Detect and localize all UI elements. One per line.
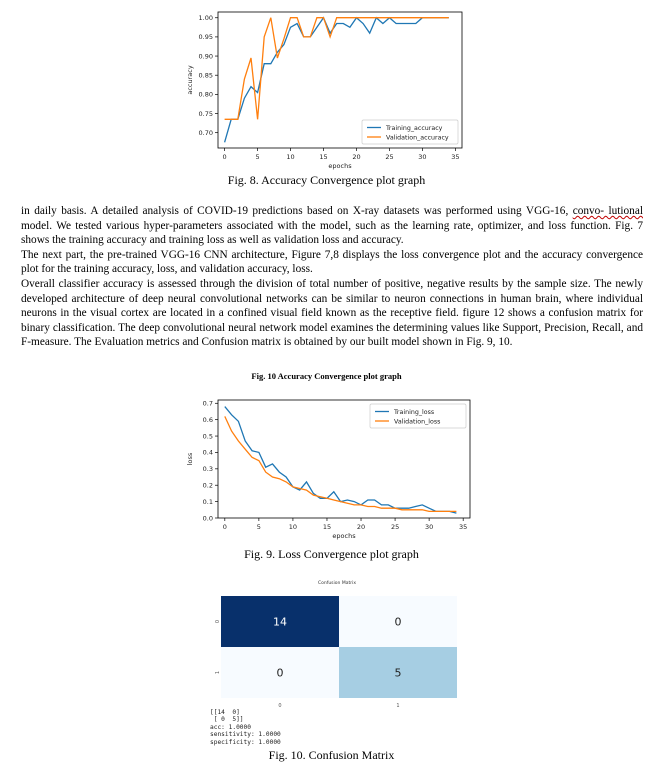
- x-tick-label: 25: [390, 523, 400, 531]
- y-tick-label: 0.0: [202, 514, 213, 523]
- confusion-title: Confusion Matrix: [318, 581, 356, 586]
- confusion-matrix-chart: [200, 577, 470, 712]
- row-label: 0: [215, 619, 221, 624]
- body-text: [21, 204, 643, 350]
- y-tick-label: 0.80: [198, 90, 213, 99]
- paragraph-1: [21, 204, 643, 248]
- spellcheck-word: convo- lutional: [572, 205, 643, 217]
- confusion-caption: Fig. 10. Confusion Matrix: [268, 748, 395, 762]
- console-line: specificity: 1.0000: [210, 738, 281, 746]
- col-label: 1: [396, 703, 400, 709]
- cell-value: 0: [394, 615, 402, 629]
- confusion-console-output: [210, 709, 281, 746]
- y-tick-label: 0.1: [202, 497, 213, 506]
- y-tick-label: 0.3: [202, 465, 213, 474]
- x-tick-label: 35: [451, 153, 460, 161]
- x-tick-label: 0: [222, 153, 227, 161]
- x-tick-label: 25: [385, 153, 394, 161]
- legend-label-2: Validation_loss: [394, 418, 441, 426]
- x-tick-label: 15: [322, 523, 332, 531]
- console-line: [ 0 5]]: [210, 716, 244, 724]
- y-tick-label: 0.7: [202, 399, 213, 408]
- legend-label-1: Training_accuracy: [386, 124, 443, 132]
- loss-figure-title: Fig. 10 Accuracy Convergence plot graph: [251, 371, 402, 381]
- y-tick-label: 0.5: [202, 432, 213, 441]
- legend-label-1: Training_loss: [394, 408, 435, 416]
- console-line: acc: 1.0000: [210, 723, 251, 731]
- y-tick-label: 0.2: [202, 481, 213, 490]
- x-tick-label: 15: [319, 153, 328, 161]
- console-line: [[14 0]: [210, 709, 240, 716]
- console-line: sensitivity: 1.0000: [210, 731, 281, 739]
- paragraph-3: Overall classifier accuracy is assessed through the division of total number of positive, negative results by the sample size. The newly developed architecture of deep neural convolutional networks can be similar to neuron connections in human brain, where individual neurons in the visual cortex are located in a confined visual field known as the receptive field. figure 12 shows a confusion matrix for binary classification. The deep convolutional neural network model examines the determining values like Support, Precision, Recall, and F-measure. The Evaluation metrics and Confusion matrix is obtained by our built model shown in Fig. 9, 10.: [21, 277, 643, 349]
- y-axis-label: accuracy: [186, 65, 194, 95]
- loss-chart: [182, 394, 478, 542]
- x-tick-label: 0: [222, 523, 227, 531]
- legend-label-2: Validation_accuracy: [386, 134, 449, 142]
- y-tick-label: 0.6: [202, 415, 213, 424]
- y-tick-label: 1.00: [198, 14, 213, 23]
- x-tick-label: 35: [459, 523, 468, 531]
- y-tick-label: 0.90: [198, 52, 213, 61]
- paragraph-2: The next part, the pre-trained VGG-16 CNN architecture, Figure 7,8 displays the loss convergence plot and the accuracy convergence plot for the training accuracy, loss, and validation accuracy, loss.: [21, 248, 643, 276]
- x-tick-label: 20: [356, 523, 366, 531]
- x-axis-label: epochs: [328, 162, 352, 170]
- y-axis-label: loss: [186, 452, 194, 466]
- accuracy-chart: [180, 6, 470, 170]
- y-tick-label: 0.85: [198, 71, 213, 80]
- y-tick-label: 0.4: [202, 448, 213, 457]
- cell-value: 0: [276, 666, 284, 680]
- cell-value: 5: [394, 666, 402, 680]
- x-tick-label: 30: [424, 523, 434, 531]
- row-label: 1: [215, 670, 221, 675]
- y-tick-label: 0.70: [198, 128, 213, 137]
- loss-caption: Fig. 9. Loss Convergence plot graph: [244, 547, 419, 561]
- col-label: 0: [278, 703, 282, 709]
- paragraph-1-text-a: in daily basis. A detailed analysis of COVID-19 predictions based on X-ray datasets was performed using VGG-16,: [21, 205, 573, 217]
- cell-value: 14: [273, 615, 287, 629]
- x-tick-label: 30: [418, 153, 427, 161]
- y-tick-label: 0.95: [198, 33, 213, 42]
- paragraph-1-text-b: model. We tested various hyper-parameters associated with the model, such as the learning rate, optimizer, and loss function. Fig. 7 shows the training accuracy and training loss as well as validation loss and accuracy.: [21, 219, 643, 247]
- x-axis-label: epochs: [332, 532, 356, 540]
- y-tick-label: 0.75: [198, 109, 213, 118]
- x-tick-label: 20: [352, 153, 361, 161]
- x-tick-label: 5: [255, 153, 260, 161]
- x-tick-label: 10: [286, 153, 295, 161]
- x-tick-label: 10: [288, 523, 298, 531]
- x-tick-label: 5: [256, 523, 261, 531]
- accuracy-caption: Fig. 8. Accuracy Convergence plot graph: [227, 173, 426, 187]
